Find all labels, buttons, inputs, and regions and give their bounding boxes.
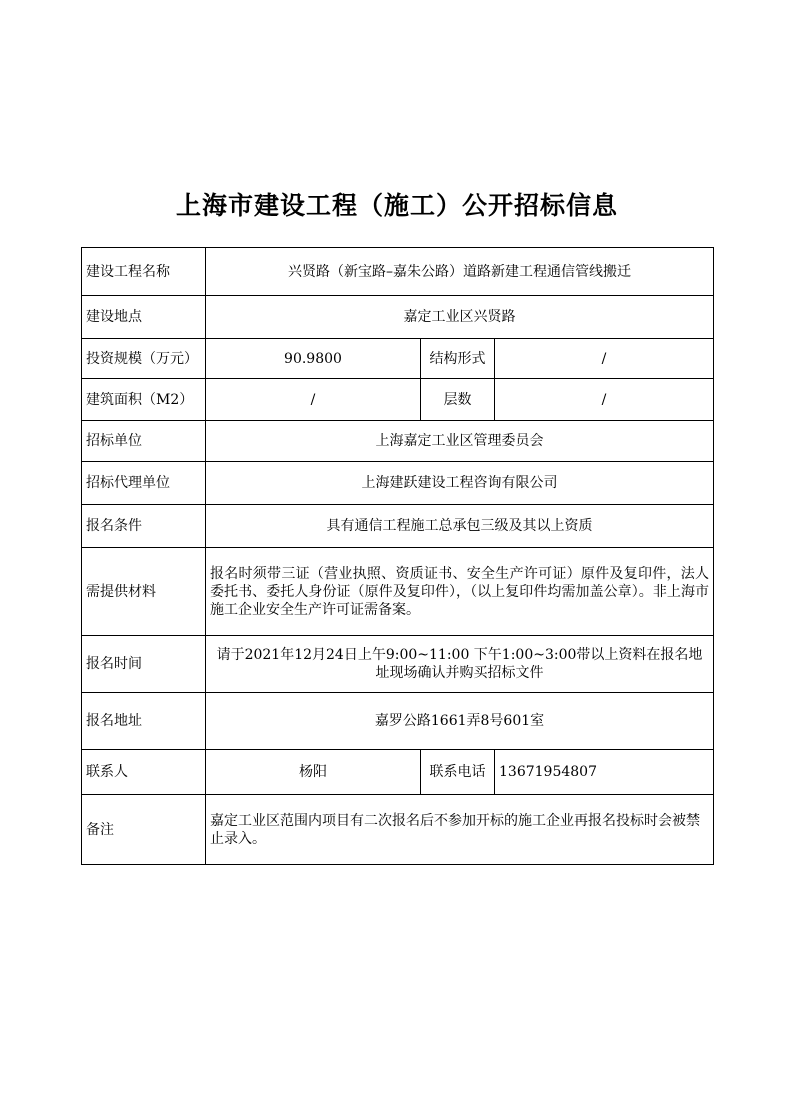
project-name-value: 兴贤路（新宝路–嘉朱公路）道路新建工程通信管线搬迁 — [206, 248, 714, 296]
page-title: 上海市建设工程（施工）公开招标信息 — [175, 191, 618, 220]
contact-label: 联系人 — [82, 750, 206, 795]
contact-value: 杨阳 — [206, 750, 421, 795]
row-reg-address — [82, 693, 714, 750]
conditions-label: 报名条件 — [82, 505, 206, 548]
location-label: 建设地点 — [82, 296, 206, 339]
row-reg-time — [82, 636, 714, 693]
structure-value: / — [495, 339, 714, 379]
area-value: / — [206, 379, 421, 421]
row-materials — [82, 548, 714, 636]
reg-time-value: 请于2021年12月24日上午9:00~11:00 下午1:00~3:00带以上资料在报名地址现场确认并购买招标文件 — [206, 636, 714, 693]
floors-value: / — [495, 379, 714, 421]
row-investment — [82, 339, 714, 379]
investment-value: 90.9800 — [206, 339, 421, 379]
location-value: 嘉定工业区兴贤路 — [206, 296, 714, 339]
remarks-label: 备注 — [82, 795, 206, 865]
row-project-name — [82, 248, 714, 296]
row-location — [82, 296, 714, 339]
conditions-value: 具有通信工程施工总承包三级及其以上资质 — [206, 505, 714, 548]
tender-unit-value: 上海嘉定工业区管理委员会 — [206, 421, 714, 462]
tender-info-table — [81, 247, 714, 865]
materials-value: 报名时须带三证（营业执照、资质证书、安全生产许可证）原件及复印件，法人委托书、委托人身份证（原件及复印件），（以上复印件均需加盖公章）。非上海市施工企业安全生产许可证需备案。 — [206, 548, 714, 636]
row-conditions — [82, 505, 714, 548]
structure-label: 结构形式 — [421, 339, 495, 379]
row-contact — [82, 750, 714, 795]
reg-address-value: 嘉罗公路1661弄8号601室 — [206, 693, 714, 750]
project-name-label: 建设工程名称 — [82, 248, 206, 296]
phone-value: 13671954807 — [495, 750, 714, 795]
agent-label: 招标代理单位 — [82, 462, 206, 505]
row-remarks — [82, 795, 714, 865]
tender-unit-label: 招标单位 — [82, 421, 206, 462]
reg-time-label: 报名时间 — [82, 636, 206, 693]
floors-label: 层数 — [421, 379, 495, 421]
area-label: 建筑面积（M2） — [82, 379, 206, 421]
row-agent — [82, 462, 714, 505]
reg-address-label: 报名地址 — [82, 693, 206, 750]
row-tender-unit — [82, 421, 714, 462]
phone-label: 联系电话 — [421, 750, 495, 795]
agent-value: 上海建跃建设工程咨询有限公司 — [206, 462, 714, 505]
row-area — [82, 379, 714, 421]
remarks-value: 嘉定工业区范围内项目有二次报名后不参加开标的施工企业再报名投标时会被禁止录入。 — [206, 795, 714, 865]
materials-label: 需提供材料 — [82, 548, 206, 636]
investment-label: 投资规模（万元） — [82, 339, 206, 379]
